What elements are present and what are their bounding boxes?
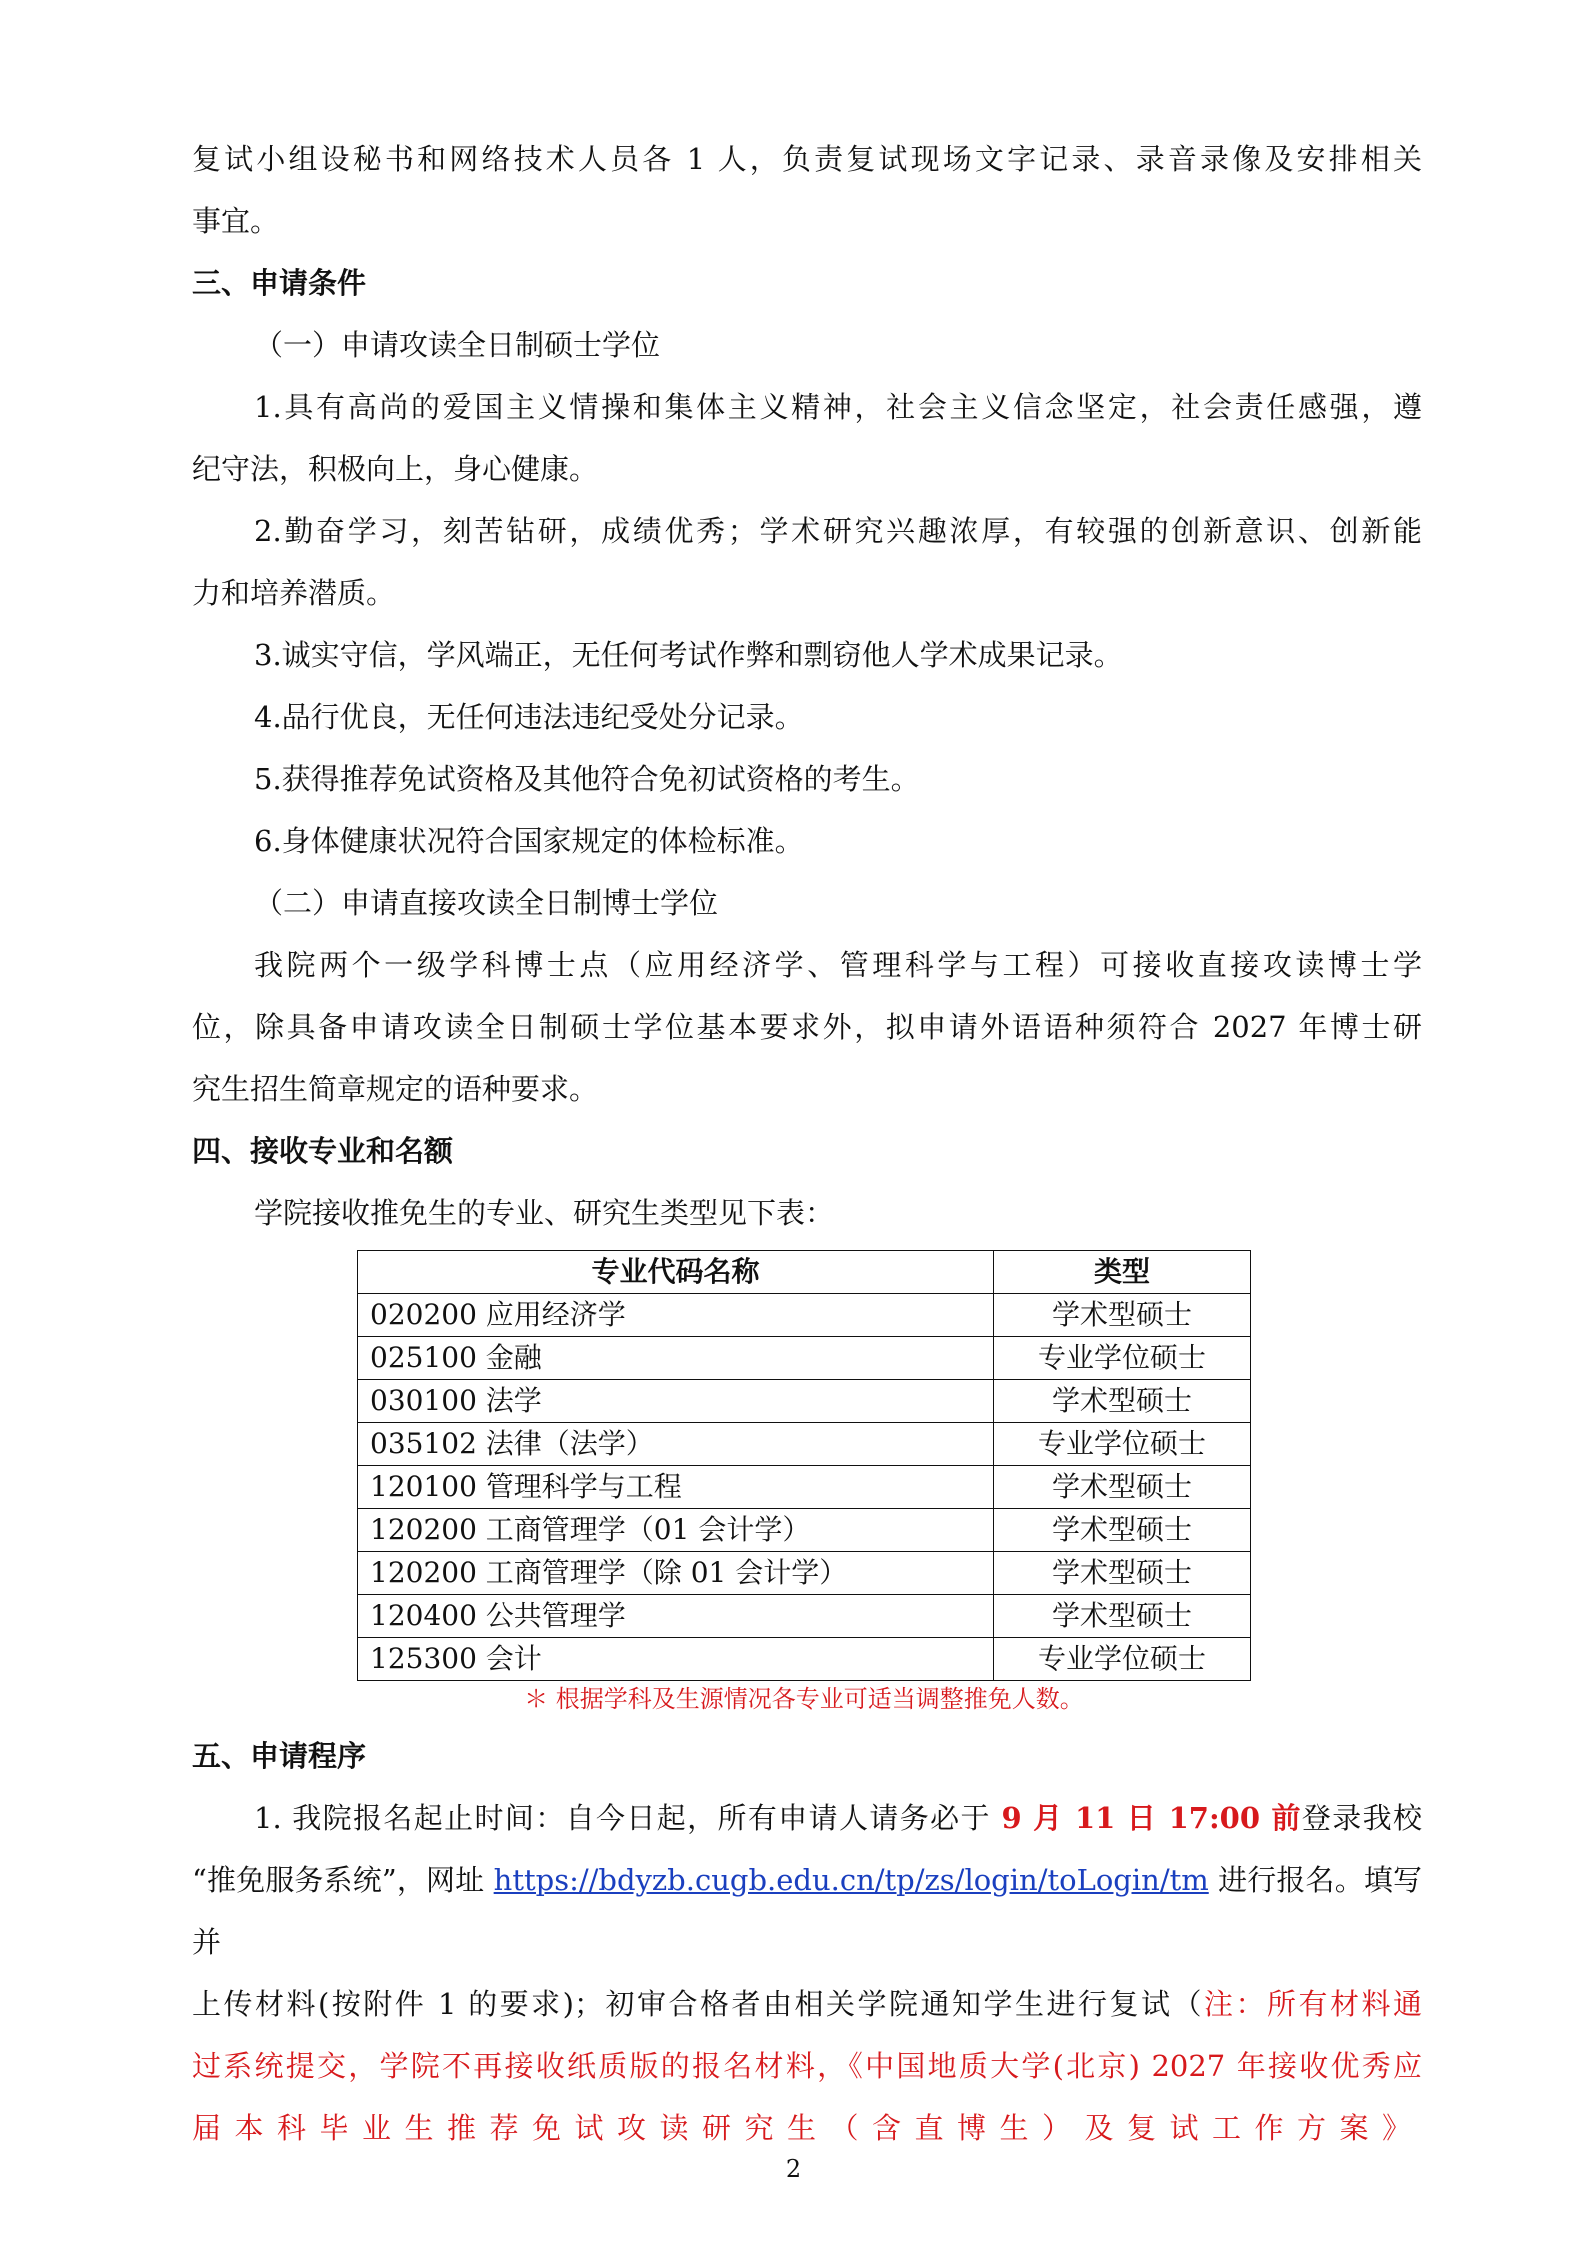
major-cell: 125300 会计 — [358, 1638, 994, 1681]
paragraph-line: 事宜。 — [192, 204, 280, 238]
condition-6: 6.身体健康状况符合国家规定的体检标准。 — [254, 824, 804, 858]
table-row — [358, 1337, 1251, 1380]
type-cell: 学术型硕士 — [994, 1595, 1251, 1638]
condition-1-line: 1.具有高尚的爱国主义情操和集体主义精神，社会主义信念坚定，社会责任感强，遵 — [254, 390, 1422, 424]
table-intro: 学院接收推免生的专业、研究生类型见下表： — [254, 1196, 835, 1230]
note-line: 过系统提交，学院不再接收纸质版的报名材料，《中国地质大学(北京) 2027 年接收优秀应 — [192, 2049, 1422, 2083]
type-cell: 学术型硕士 — [994, 1466, 1251, 1509]
table-row — [358, 1380, 1251, 1423]
type-cell: 专业学位硕士 — [994, 1337, 1251, 1380]
header-major: 专业代码名称 — [358, 1251, 994, 1294]
condition-1-line: 纪守法，积极向上，身心健康。 — [192, 452, 599, 486]
type-cell: 学术型硕士 — [994, 1509, 1251, 1552]
procedure-text: 1. 我院报名起止时间：自今日起，所有申请人请务必于 — [254, 1801, 1002, 1835]
condition-2-line: 2.勤奋学习，刻苦钻研，成绩优秀；学术研究兴趣浓厚，有较强的创新意识、创新能 — [254, 514, 1422, 548]
direct-phd-line: 究生招生简章规定的语种要求。 — [192, 1072, 599, 1106]
type-cell: 学术型硕士 — [994, 1552, 1251, 1595]
table-header-row — [358, 1251, 1251, 1294]
condition-4: 4.品行优良，无任何违法违纪受处分记录。 — [254, 700, 804, 734]
procedure-line — [192, 1973, 1422, 2035]
type-cell: 学术型硕士 — [994, 1294, 1251, 1337]
table-row — [358, 1294, 1251, 1337]
condition-5: 5.获得推荐免试资格及其他符合免初试资格的考生。 — [254, 762, 920, 796]
procedure-line — [192, 1849, 1422, 1973]
condition-2-line: 力和培养潜质。 — [192, 576, 396, 610]
deadline-text: 9 月 11 日 17:00 前 — [1001, 1801, 1302, 1835]
procedure-text: 上传材料(按附件 1 的要求)；初审合格者由相关学院通知学生进行复试（ — [192, 1987, 1204, 2021]
header-type: 类型 — [994, 1251, 1251, 1294]
major-cell: 120200 工商管理学（01 会计学） — [358, 1509, 994, 1552]
section-heading-5: 五、申请程序 — [192, 1739, 367, 1773]
paragraph-line: 复试小组设秘书和网络技术人员各 1 人，负责复试现场文字记录、录音录像及安排相关 — [192, 142, 1422, 176]
type-cell: 专业学位硕士 — [994, 1638, 1251, 1681]
procedure-text: “推免服务系统”，网址 — [192, 1863, 494, 1897]
table-note: ＊ 根据学科及生源情况各专业可适当调整推免人数。 — [524, 1685, 1084, 1713]
direct-phd-line: 位，除具备申请攻读全日制硕士学位基本要求外，拟申请外语语种须符合 2027 年博士研 — [192, 1010, 1422, 1044]
note-line: 届本科毕业生推荐免试攻读研究生（含直博生）及复试工作方案》 — [192, 2111, 1422, 2145]
major-cell: 025100 金融 — [358, 1337, 994, 1380]
section-heading-3: 三、申请条件 — [192, 266, 367, 300]
major-cell: 120100 管理科学与工程 — [358, 1466, 994, 1509]
page-number: 2 — [785, 2155, 802, 2183]
procedure-line — [192, 1787, 1422, 1849]
condition-3: 3.诚实守信，学风端正，无任何考试作弊和剽窃他人学术成果记录。 — [254, 638, 1123, 672]
body-column — [192, 128, 1422, 2159]
subsection-heading-2: （二）申请直接攻读全日制博士学位 — [254, 886, 719, 920]
majors-table — [357, 1250, 1251, 1681]
type-cell: 专业学位硕士 — [994, 1423, 1251, 1466]
table-row — [358, 1552, 1251, 1595]
table-row — [358, 1509, 1251, 1552]
table-row — [358, 1595, 1251, 1638]
subsection-heading-1: （一）申请攻读全日制硕士学位 — [254, 328, 661, 362]
major-cell: 035102 法律（法学） — [358, 1423, 994, 1466]
direct-phd-line: 我院两个一级学科博士点（应用经济学、管理科学与工程）可接收直接攻读博士学 — [254, 948, 1422, 982]
major-cell: 120400 公共管理学 — [358, 1595, 994, 1638]
table-row — [358, 1423, 1251, 1466]
registration-url-link[interactable]: https://bdyzb.cugb.edu.cn/tp/zs/login/toLogin/tm — [493, 1863, 1209, 1897]
table-row — [358, 1466, 1251, 1509]
procedure-text: 登录我校 — [1301, 1801, 1422, 1835]
note-text: 注：所有材料通 — [1203, 1987, 1422, 2021]
major-cell: 020200 应用经济学 — [358, 1294, 994, 1337]
major-cell: 120200 工商管理学（除 01 会计学） — [358, 1552, 994, 1595]
table-row — [358, 1638, 1251, 1681]
type-cell: 学术型硕士 — [994, 1380, 1251, 1423]
procedure-text: 进行报名。填写并 — [192, 1863, 1422, 1959]
section-heading-4: 四、接收专业和名额 — [192, 1134, 454, 1168]
major-cell: 030100 法学 — [358, 1380, 994, 1423]
